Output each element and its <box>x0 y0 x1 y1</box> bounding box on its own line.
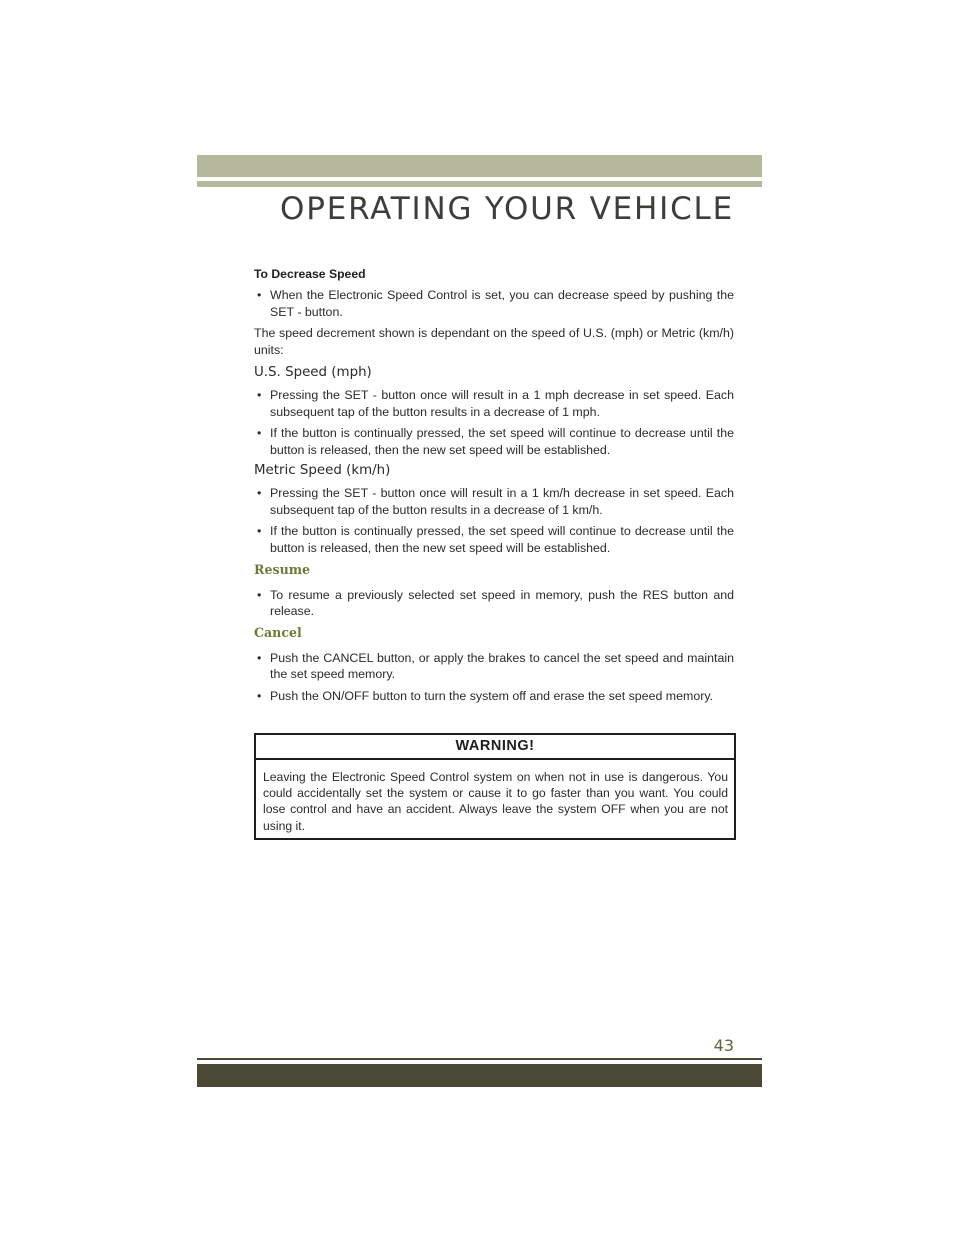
page-number: 43 <box>713 1036 734 1055</box>
heading-metric-speed: Metric Speed (km/h) <box>254 463 391 479</box>
bullet-icon: • <box>257 688 262 703</box>
bullet-icon: • <box>257 426 262 441</box>
warning-box <box>254 733 736 840</box>
bullet-text: To resume a previously selected set speed in memory, push the RES button and release. <box>270 587 734 618</box>
heading-resume: Resume <box>254 562 311 578</box>
bullet-text: Push the ON/OFF button to turn the system off and erase the set speed memory. <box>270 688 714 703</box>
footer-band <box>197 1064 762 1087</box>
warning-text: Leaving the Electronic Speed Control system on when not in use is dangerous. You could accidentally set the system or cause it to go faster than you want. You could lose control and have an accident. Always leave the system OFF when you are not using it. <box>263 770 728 833</box>
heading-cancel: Cancel <box>254 625 302 641</box>
bullet-item <box>254 587 734 620</box>
bullet-text: If the button is continually pressed, the set speed will continue to decrease until the button is released, then the new set speed will be established. <box>270 524 734 555</box>
bullet-text: If the button is continually pressed, the set speed will continue to decrease until the button is released, then the new set speed will be established. <box>270 426 734 457</box>
warning-title: WARNING! <box>256 735 734 760</box>
header-band <box>197 155 762 177</box>
bullet-item <box>254 387 734 420</box>
bullet-text: Pressing the SET - button once will result in a 1 mph decrease in set speed. Each subsequent tap of the button results in a decrease of 1 mph. <box>270 388 734 419</box>
bullet-icon: • <box>257 650 262 665</box>
bullet-icon: • <box>257 486 262 501</box>
bullet-text: Pressing the SET - button once will result in a 1 km/h decrease in set speed. Each subsequent tap of the button results in a decrease of 1 km/h. <box>270 486 734 517</box>
bullet-item <box>254 287 734 320</box>
bullet-item <box>254 650 734 683</box>
heading-us-speed: U.S. Speed (mph) <box>254 365 372 381</box>
bullet-item <box>254 523 734 556</box>
footer-line <box>197 1058 762 1060</box>
bullet-icon: • <box>257 587 262 602</box>
bullet-text: Push the CANCEL button, or apply the brakes to cancel the set speed and maintain the set speed memory. <box>270 650 734 682</box>
bullet-item <box>254 425 734 458</box>
header-band-thin <box>197 181 762 187</box>
bullet-item <box>254 485 734 518</box>
heading-to-decrease-speed: To Decrease Speed <box>254 267 366 281</box>
paragraph-units: The speed decrement shown is dependant on the speed of U.S. (mph) or Metric (km/h) units: <box>254 326 734 357</box>
bullet-item <box>254 688 734 704</box>
bullet-icon: • <box>257 524 262 539</box>
page-content <box>254 266 734 709</box>
section-title: OPERATING YOUR VEHICLE <box>280 191 734 227</box>
bullet-icon: • <box>257 288 262 303</box>
bullet-icon: • <box>257 388 262 403</box>
bullet-text: When the Electronic Speed Control is set, you can decrease speed by pushing the SET - button. <box>270 288 734 319</box>
